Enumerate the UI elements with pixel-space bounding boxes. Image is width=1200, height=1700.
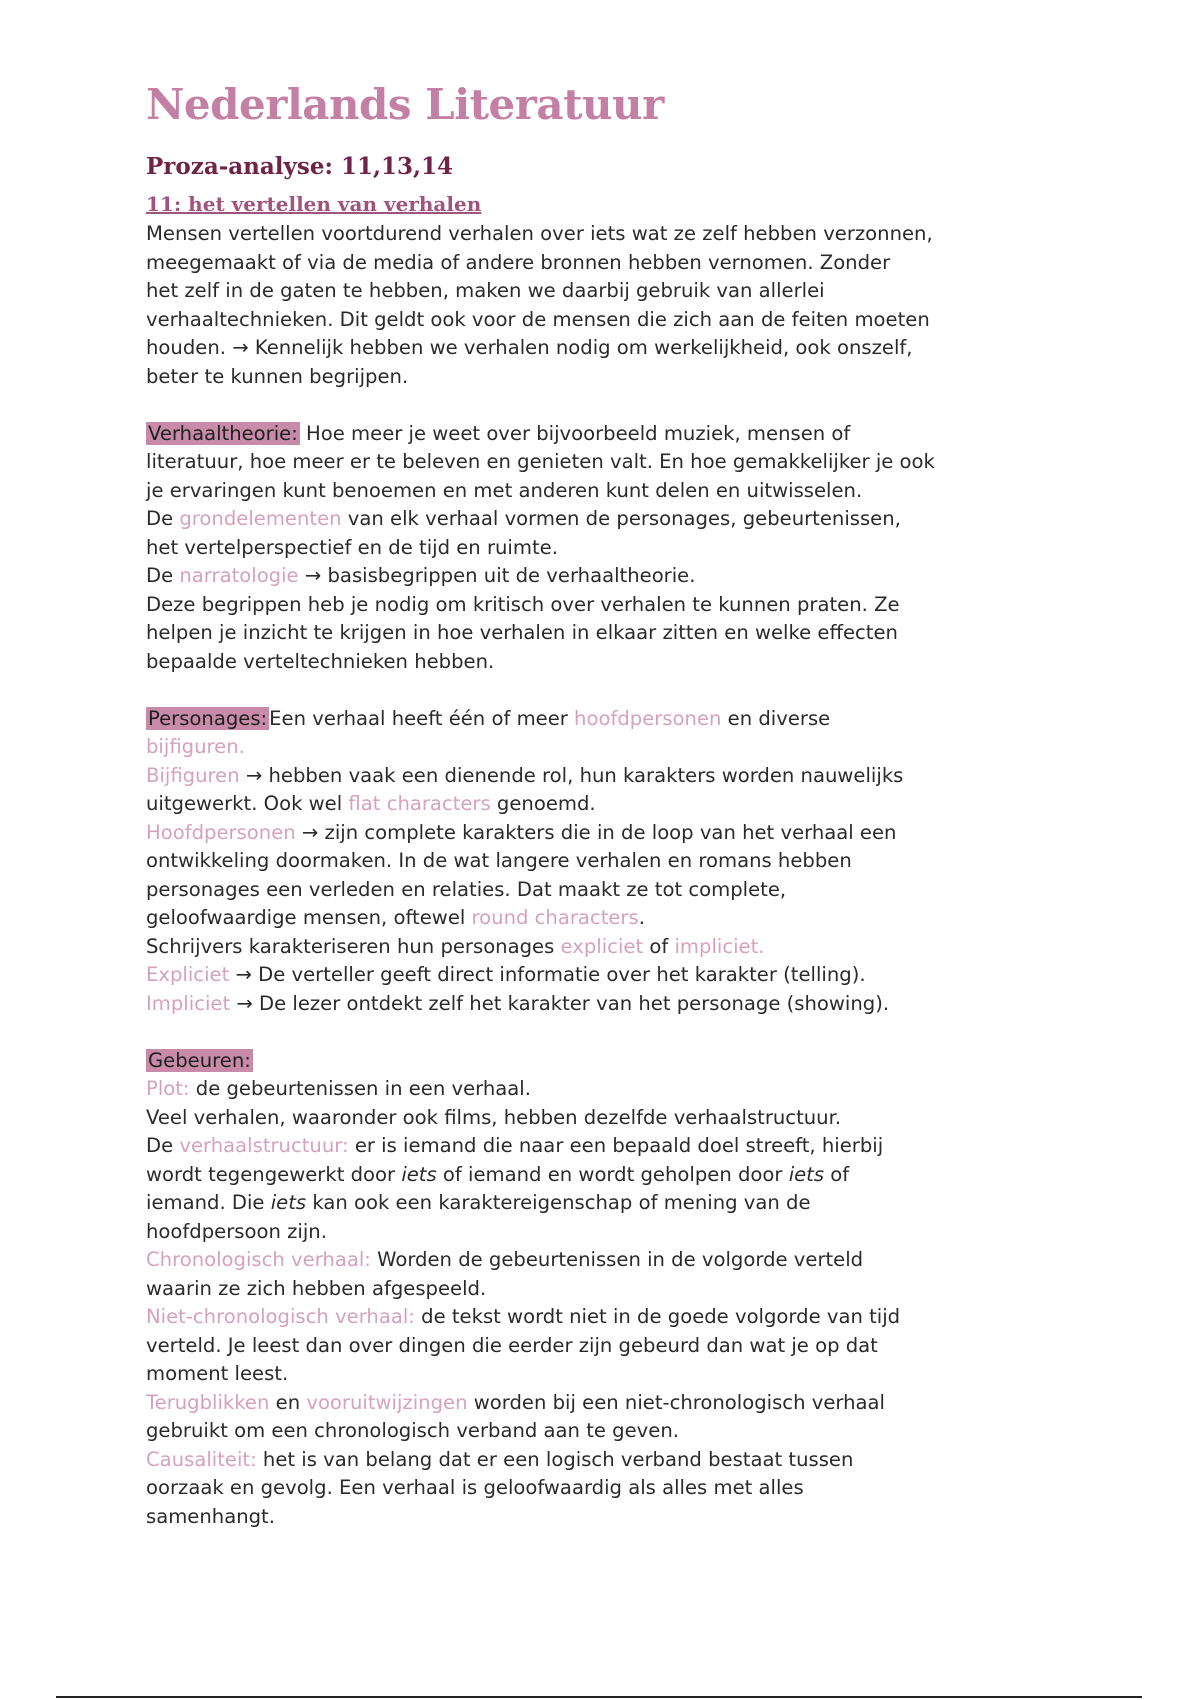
text-line: meegemaakt of via de media of andere bronnen hebben vernomen. Zonder bbox=[146, 250, 891, 274]
text-line: bepaalde verteltechnieken hebben. bbox=[146, 649, 495, 673]
text-line: hoofdpersoon zijn. bbox=[146, 1219, 327, 1243]
term-niet-chronologisch: Niet-chronologisch verhaal: bbox=[146, 1305, 415, 1328]
term-flat-characters: flat characters bbox=[348, 792, 491, 815]
term-causaliteit: Causaliteit: bbox=[146, 1447, 257, 1471]
text-line: Mensen vertellen voortdurend verhalen over iets wat ze zelf hebben verzonnen, bbox=[146, 222, 933, 245]
term-expliciet: expliciet bbox=[560, 934, 644, 958]
text-line: literatuur, hoe meer er te beleven en genieten valt. En hoe gemakkelijker je ook bbox=[146, 450, 935, 473]
term-terugblikken: Terugblikken bbox=[146, 1390, 270, 1414]
term-impliciet: Impliciet bbox=[146, 991, 231, 1015]
term-hoofdpersonen: Hoofdpersonen bbox=[146, 820, 296, 844]
section-heading: 11: het vertellen van verhalen bbox=[146, 192, 482, 216]
verhaaltheorie-label: Verhaaltheorie: bbox=[148, 421, 298, 445]
text-line: houden. → Kennelijk hebben we verhalen nodig om werkelijkheid, ook onszelf, bbox=[146, 336, 913, 359]
personages-label: Personages: bbox=[148, 706, 268, 730]
term-hoofdpersonen: hoofdpersonen bbox=[574, 706, 722, 730]
term-bijfiguren: Bijfiguren bbox=[146, 763, 240, 787]
term-expliciet: Expliciet bbox=[146, 963, 230, 986]
text-line: helpen je inzicht te krijgen in hoe verhalen in elkaar zitten en welke effecten bbox=[146, 621, 898, 644]
term-grondelementen: grondelementen bbox=[179, 507, 342, 530]
text-line: moment leest. bbox=[146, 1362, 289, 1385]
term-verhaalstructuur: verhaalstructuur: bbox=[179, 1134, 349, 1157]
text-line: ontwikkeling doormaken. In de wat langere verhalen en romans hebben bbox=[146, 849, 852, 872]
text-line: samenhangt. bbox=[146, 1504, 275, 1528]
term-plot: Plot: bbox=[146, 1077, 190, 1100]
gebeuren-label: Gebeuren: bbox=[148, 1048, 251, 1072]
term-bijfiguren: bijfiguren. bbox=[146, 735, 245, 758]
term-chronologisch: Chronologisch verhaal: bbox=[146, 1248, 371, 1271]
gebeuren-paragraph: Gebeuren: Plot: de gebeurtenissen in een verhaal. Veel verhalen, waaronder ook films, hebben dezelfde verhaalstructuur. De verhaalstructuur: er is iemand die naar een bepaald doel streeft, hierbij wordt tegengewerkt door iets of iemand en wordt geholpen door iets of iemand. Die iets kan ook een karaktereigenschap of mening van de hoofdpersoon zijn. Chronologisch verhaal: Worden de gebeurtenissen in de volgorde verteld waarin ze zich hebben afgespeeld. Niet-chronologisch verhaal: de tekst wordt niet in de goede volgorde van tijd verteld. Je leest dan over dingen die eerder zijn gebeurd dan wat je op dat moment leest. Terugblikken en vooruitwijzingen worden bij een niet-chronologisch verhaal gebruikt om een chronologisch verband aan te geven. Causaliteit: het is van belang dat er een logisch verband bestaat tussen oorzaak en gevolg. Een verhaal is geloofwaardig als alles met alles samenhangt. bbox=[146, 1047, 1066, 1532]
text-line: personages een verleden en relaties. Dat maakt ze tot complete, bbox=[146, 877, 787, 901]
term-vooruitwijzingen: vooruitwijzingen bbox=[306, 1390, 468, 1414]
text-line: waarin ze zich hebben afgespeeld. bbox=[146, 1276, 487, 1300]
verhaaltheorie-paragraph: Verhaaltheorie: Hoe meer je weet over bijvoorbeeld muziek, mensen of literatuur, hoe meer er te beleven en genieten valt. En hoe gemakkelijker je ook je ervaringen kunt benoemen en met anderen kunt delen en uitwisselen. De grondelementen van elk verhaal vormen de personages, gebeurtenissen, het vertelperspectief en de tijd en ruimte. De narratologie → basisbegrippen uit de verhaaltheorie. Deze begrippen heb je nodig om kritisch over verhalen te kunnen praten. Ze helpen je inzicht te krijgen in hoe verhalen in elkaar zitten en welke effecten bepaalde verteltechnieken hebben. bbox=[146, 420, 1066, 677]
footer-divider bbox=[56, 1696, 1142, 1698]
text-line: Veel verhalen, waaronder ook films, hebben dezelfde verhaalstructuur. bbox=[146, 1105, 842, 1129]
text-line: oorzaak en gevolg. Een verhaal is geloofwaardig als alles met alles bbox=[146, 1476, 804, 1499]
term-impliciet: impliciet. bbox=[674, 934, 765, 958]
intro-paragraph bbox=[146, 220, 1066, 391]
text-line: gebruikt om een chronologisch verband aan te geven. bbox=[146, 1419, 679, 1442]
text-line: je ervaringen kunt benoemen en met anderen kunt delen en uitwisselen. bbox=[146, 478, 863, 502]
personages-paragraph: Personages: Een verhaal heeft één of meer hoofdpersonen en diverse bijfiguren. Bijfiguren → hebben vaak een dienende rol, hun karakters worden nauwelijks uitgewerkt. Ook wel flat characters genoemd. Hoofdpersonen → zijn complete karakters die in de loop van het verhaal een ontwikkeling doormaken. In de wat langere verhalen en romans hebben personages een verleden en relaties. Dat maakt ze tot complete, geloofwaardige mensen, oftewel round characters. Schrijvers karakteriseren hun personages expliciet of impliciet. Expliciet → De verteller geeft direct informatie over het karakter (telling). Impliciet → De lezer ontdekt zelf het karakter van het personage (showing). bbox=[146, 705, 1066, 1019]
text-line: beter te kunnen begrijpen. bbox=[146, 364, 409, 388]
text-line: het vertelperspectief en de tijd en ruimte. bbox=[146, 535, 558, 559]
text-line: verhaaltechnieken. Dit geldt ook voor de mensen die zich aan de feiten moeten bbox=[146, 307, 930, 331]
term-narratologie: narratologie bbox=[179, 564, 299, 587]
text-line: Deze begrippen heb je nodig om kritisch over verhalen te kunnen praten. Ze bbox=[146, 592, 900, 616]
text-line: het zelf in de gaten te hebben, maken we daarbij gebruik van allerlei bbox=[146, 279, 825, 302]
text-line: verteld. Je leest dan over dingen die eerder zijn gebeurd dan wat je op dat bbox=[146, 1333, 878, 1357]
document-page bbox=[146, 80, 1066, 1531]
page-title: Nederlands Literatuur bbox=[146, 80, 664, 129]
term-round-characters: round characters bbox=[471, 906, 639, 929]
page-subtitle: Proza-analyse: 11,13,14 bbox=[146, 153, 454, 180]
